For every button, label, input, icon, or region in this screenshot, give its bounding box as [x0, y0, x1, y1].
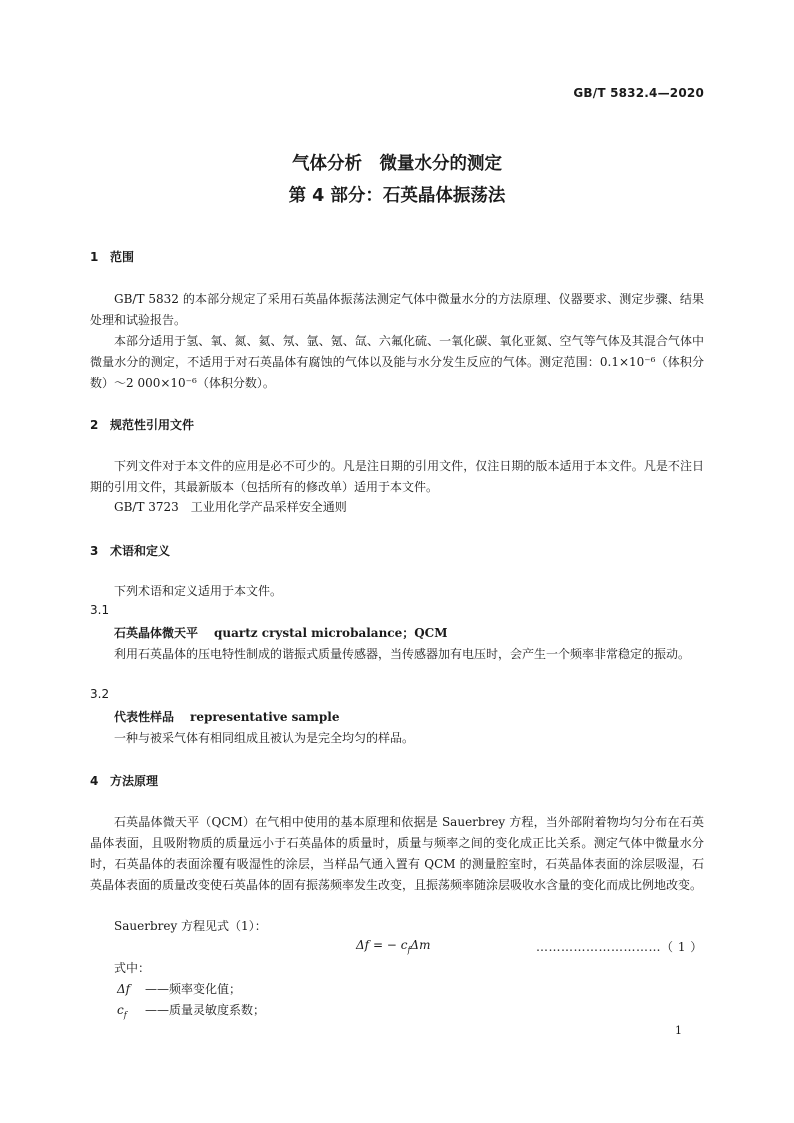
- variable-symbol: [117, 1003, 145, 1019]
- formula-coefficient-subscript: f: [407, 945, 411, 955]
- section-2-paragraph-1: 下列文件对于本文件的应用是必不可少的。凡是注日期的引用文件，仅注日期的版本适用于本文件。凡是不注日期的引用文件，其最新版本（包括所有的修改单）适用于本文件。: [90, 459, 704, 494]
- term-definition: 一种与被采气体有相同组成且被认为是完全均匀的样品。: [114, 731, 415, 745]
- term-chinese: 代表性样品: [114, 710, 175, 724]
- variable-row: [117, 1001, 265, 1019]
- section-number: 4: [90, 774, 99, 788]
- sauerbrey-formula: [356, 938, 430, 954]
- section-1-heading: [90, 248, 134, 265]
- term-heading: [114, 708, 339, 725]
- term-heading: [114, 624, 448, 641]
- variable-description: ——质量灵敏度系数；: [145, 1003, 266, 1017]
- variable-symbol-subscript: f: [123, 1010, 127, 1020]
- variable-symbol-base: c: [117, 1003, 124, 1017]
- term-english: representative sample: [190, 710, 340, 724]
- section-1-paragraph-1: GB/T 5832 的本部分规定了采用石英晶体振荡法测定气体中微量水分的方法原理、仪器要求、测定步骤、结果处理和试验报告。: [90, 292, 704, 327]
- formula-leader-dots: [536, 938, 703, 955]
- where-label: 式中：: [114, 961, 151, 975]
- variable-symbol: Δf: [117, 982, 131, 996]
- section-number: 3: [90, 544, 99, 558]
- equation-number: （ 1 ）: [661, 940, 703, 954]
- page-number: 1: [675, 1024, 682, 1037]
- term-definition: 利用石英晶体的压电特性制成的谐振式质量传感器，当传感器加有电压时，会产生一个频率非常稳定的振动。: [114, 647, 691, 661]
- formula-lhs: Δf: [356, 938, 370, 952]
- document-title-line1: 气体分析 微量水分的测定: [292, 154, 502, 174]
- formula-equals: = −: [372, 938, 397, 952]
- formula-coefficient: c: [400, 938, 408, 952]
- section-number: 1: [90, 250, 99, 264]
- section-title: 规范性引用文件: [110, 418, 195, 432]
- section-title: 方法原理: [110, 774, 159, 788]
- section-3-heading: [90, 542, 170, 559]
- section-2-heading: [90, 416, 194, 433]
- section-3-intro: 下列术语和定义适用于本文件。: [114, 584, 283, 598]
- term-chinese: 石英晶体微天平: [114, 626, 199, 640]
- variable-description: ——频率变化值；: [145, 982, 242, 996]
- normative-reference: GB/T 3723 工业用化学产品采样安全通则: [114, 500, 347, 514]
- variable-row: [117, 980, 241, 997]
- section-number: 2: [90, 418, 99, 432]
- term-english: quartz crystal microbalance；QCM: [214, 626, 448, 640]
- section-title: 术语和定义: [110, 544, 171, 558]
- formula-mass-change: Δm: [410, 938, 431, 952]
- section-4-heading: [90, 772, 158, 789]
- section-title: 范围: [110, 250, 135, 264]
- standard-number: GB/T 5832.4—2020: [573, 86, 704, 100]
- document-title-line2: 第 4 部分：石英晶体振荡法: [288, 186, 506, 206]
- section-1-paragraph-2: 本部分适用于氢、氧、氮、氦、氖、氩、氪、氙、六氟化硫、一氧化碳、氧化亚氮、空气等气体及其混合气体中微量水分的测定，不适用于对石英晶体有腐蚀的气体以及能与水分发生反应的气体。测定范围：0.1×10⁻⁶（体积分数）～2 000×10⁻⁶（体积分数）。: [90, 334, 704, 390]
- equation-intro: Sauerbrey 方程见式（1）：: [114, 919, 267, 933]
- term-number: 3.1: [90, 603, 110, 617]
- term-number: 3.2: [90, 687, 110, 701]
- leader-dots: …………………………: [536, 940, 661, 954]
- section-4-paragraph-1: 石英晶体微天平（QCM）在气相中使用的基本原理和依据是 Sauerbrey 方程，当外部附着物均匀分布在石英晶体表面，且吸附物质的质量远小于石英晶体的质量时，质量与频率之间的变化成正比关系。测定气体中微量水分时，石英晶体的表面涂覆有吸湿性的涂层，当样品气通入置有 QCM 的测量腔室时，石英晶体表面的涂层吸湿，石英晶体表面的质量改变使石英晶体的固有振荡频率发生改变，且振荡频率随涂层吸收水含量的变化而成比例地改变。: [90, 815, 704, 892]
